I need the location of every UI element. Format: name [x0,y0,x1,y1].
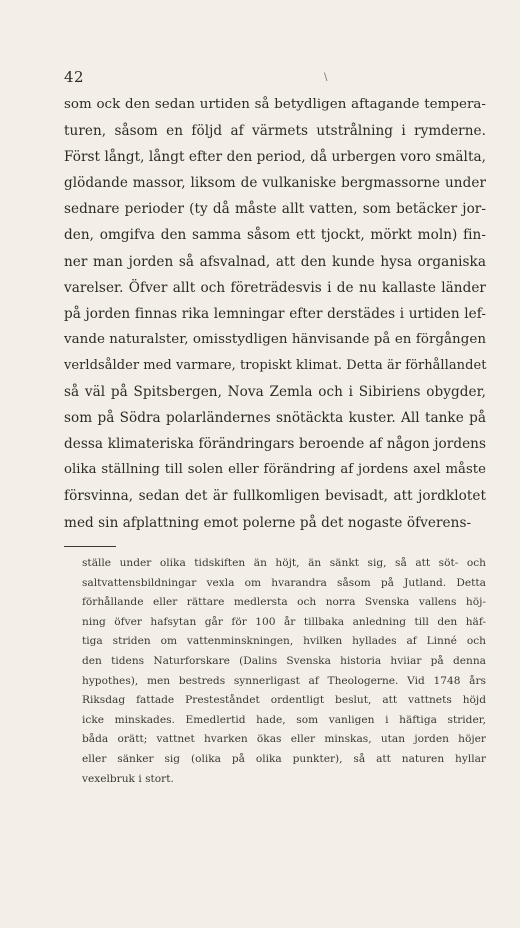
page-number: 42 [64,68,85,86]
footnote-line: ställe under olika tidskiften än höjt, än sänkt sig, så att söt- och [82,557,486,569]
body-line: glödande massor, liksom de vulkaniske bergmassorne under [64,175,486,192]
body-line: varelser. Öfver allt och företrädesvis i de nu kallaste länder [64,279,486,296]
footnote-line: hypothes), men bestreds synnerligast af Theologerne. Vid 1748 års [82,674,486,687]
footnote [82,554,486,789]
body-line: försvinna, sedan det är fullkomligen bevisadt, att jordklotet [64,488,486,505]
body-line: som på Södra polarländernes snötäckta kuster. All tanke på [64,410,486,427]
footnote-line: tiga striden om vattenminskningen, hvilken hyllades af Linné och [82,635,486,648]
body-line: sednare perioder (ty då måste allt vatten, som betäcker jor- [64,201,486,218]
body-line: vande naturalster, omisstydligen hänvisande på en förgången [64,331,486,347]
footnote-line: båda orätt; vattnet hvarken ökas eller minskas, utan jorden höjer [82,733,486,746]
body-line: olika ställning till solen eller förändring af jordens axel måste [64,462,486,478]
footnote-divider [64,546,116,547]
footnote-line: vexelbruk i stort. [82,772,174,785]
print-speck: \ [324,72,328,83]
footnote-line: förhållande eller rättare medlersta och norra Svenska vallens höj- [82,596,486,609]
footnote-line: Riksdag fattade Presteståndet ordentligt beslut, att vattnets höjd [82,694,486,707]
footnote-line: eller sänker sig (olika på olika punkter), så att naturen hyllar [82,752,486,765]
body-line: på jorden finnas rika lemningar efter derstädes i urtiden lef- [64,305,486,322]
body-line: dessa klimateriska förändringars beroende af någon jordens [64,436,486,453]
body-text [64,92,486,536]
body-line: så väl på Spitsbergen, Nova Zemla och i Sibiriens obygder, [64,384,486,401]
footnote-line: saltvattensbildningar vexla om hvarandra såsom på Jutland. Detta [82,576,486,589]
body-line: den, omgifva den samma såsom ett tjockt, mörkt moln) fin- [64,227,486,244]
body-line: ner man jorden så afsvalnad, att den kunde hysa organiska [64,253,486,270]
body-line: turen, såsom en följd af värmets utstrålning i rymderne. [64,123,486,140]
footnote-line: icke minskades. Emedlertid hade, som vanligen i häftiga strider, [82,713,486,726]
body-line: Först långt, långt efter den period, då urbergen voro smälta, [64,149,486,166]
footnote-line: ning öfver hafsytan går för 100 år tillbaka anledning till den häf- [82,615,486,628]
body-line: som ock den sedan urtiden så betydligen aftagande tempera- [64,97,486,112]
body-line: verldsålder med varmare, tropiskt klimat. Detta är förhållandet [64,357,487,373]
body-line: med sin afplattning emot polerne på det nogaste öfverens- [64,514,472,531]
footnote-line: den tidens Naturforskare (Dalins Svenska historia hviiar på denna [82,654,486,667]
